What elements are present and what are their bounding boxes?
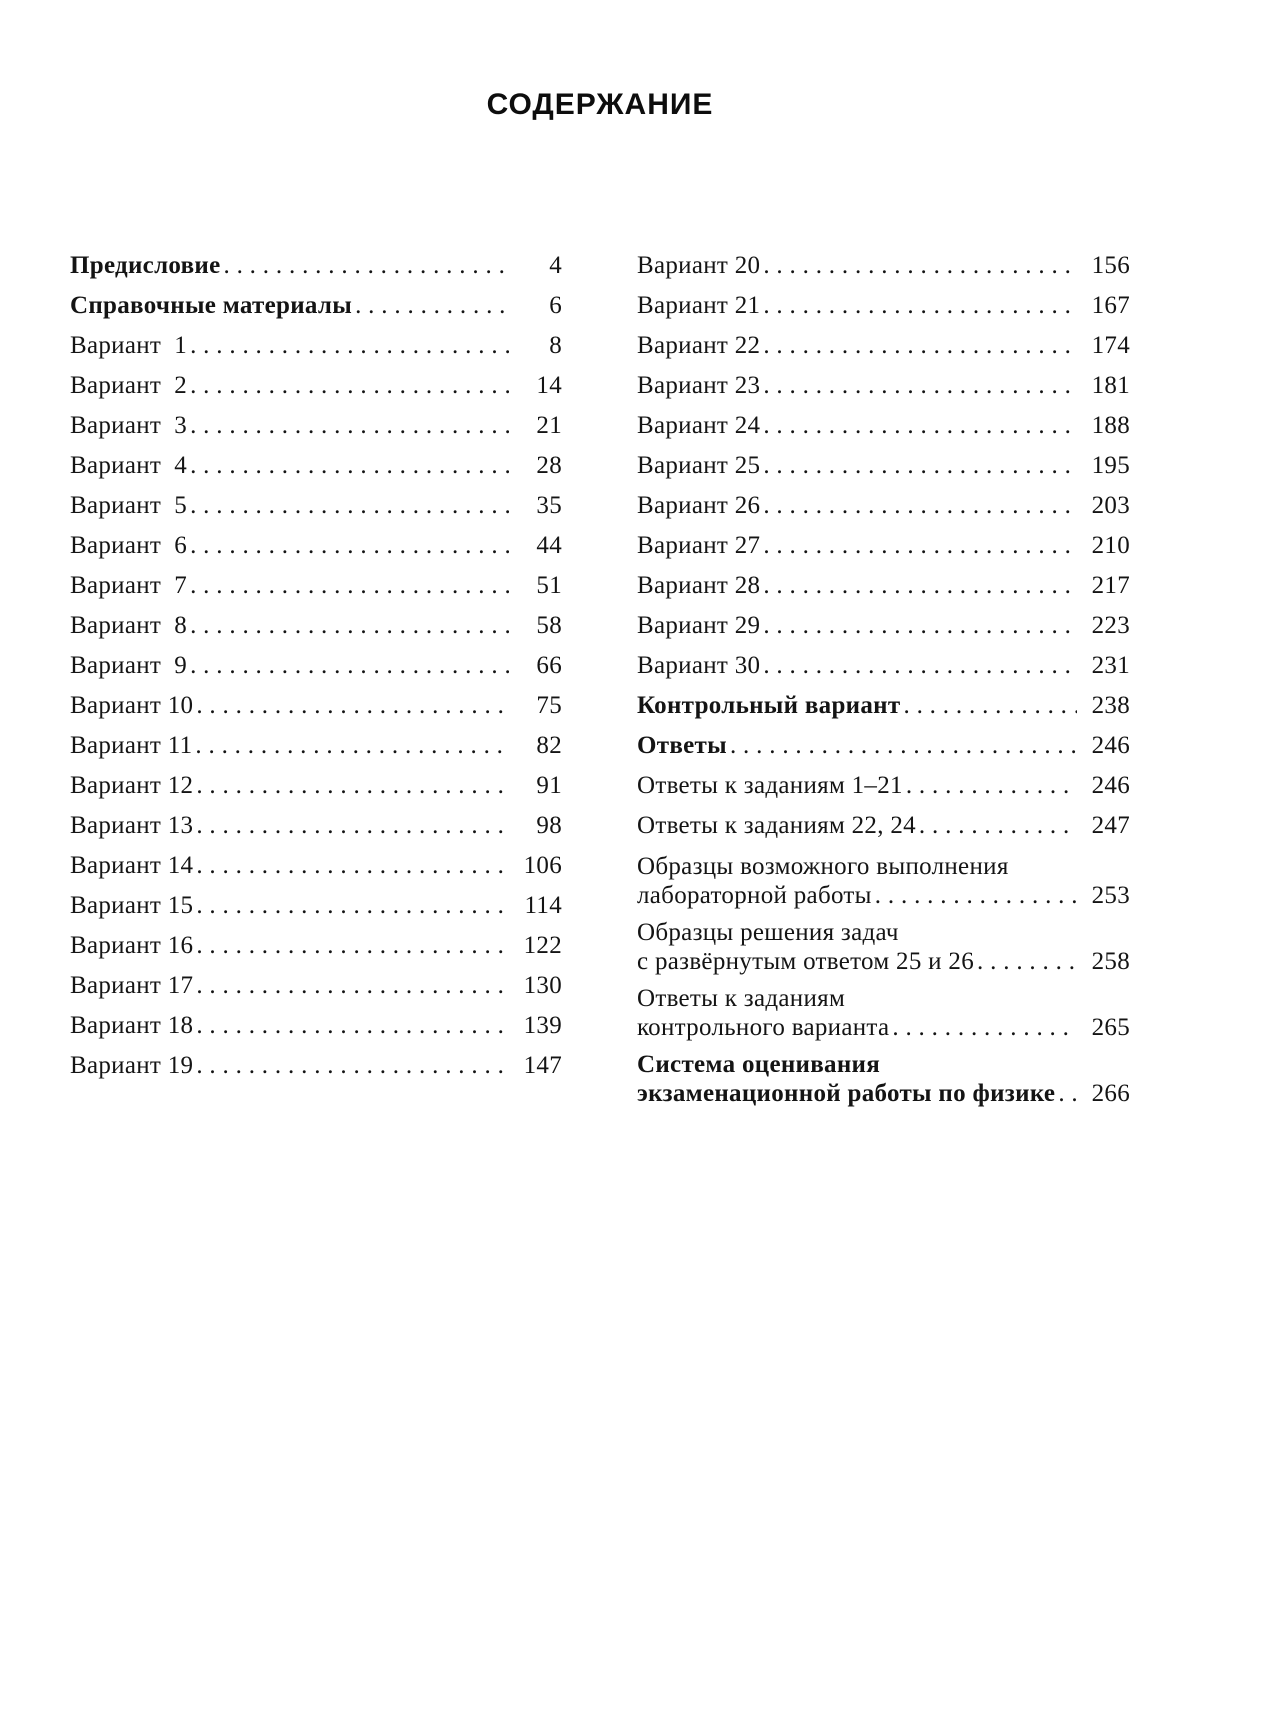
dot-leader <box>190 332 509 360</box>
toc-entry-label: Вариант 5 <box>70 492 188 519</box>
toc-entry <box>70 1012 562 1040</box>
toc-entry-page: 58 <box>536 612 562 639</box>
toc-entry-label: Вариант 6 <box>70 532 188 559</box>
toc-entry-page: 253 <box>1091 882 1130 909</box>
toc-entry <box>637 252 1130 280</box>
toc-entry-label: Вариант 12 <box>70 772 194 799</box>
toc-entry <box>70 932 562 960</box>
toc-entry-label: Вариант 15 <box>70 892 194 919</box>
toc-entry <box>70 532 562 560</box>
toc-entry <box>70 1052 562 1080</box>
toc-entry-page: 258 <box>1091 948 1130 975</box>
toc-entry <box>637 772 1130 800</box>
toc-entry <box>637 372 1130 400</box>
toc-entry-page: 82 <box>536 732 562 759</box>
toc-column-right <box>637 252 1130 1116</box>
toc-entry-label: Ответы к заданиям <box>637 985 846 1012</box>
toc-entry-label: Вариант 8 <box>70 612 188 639</box>
toc-entry-label: Вариант 30 <box>637 652 761 679</box>
toc-entry-page: 217 <box>1091 572 1130 599</box>
dot-leader <box>195 732 509 760</box>
dot-leader <box>196 1052 509 1080</box>
toc-entry-page: 106 <box>523 852 562 879</box>
toc-entry-label: Ответы к заданиям 1–21 <box>637 772 903 799</box>
toc-entry-page: 188 <box>1091 412 1130 439</box>
toc-entry-label: Вариант 18 <box>70 1012 194 1039</box>
toc-entry-label: Предисловие <box>70 252 221 279</box>
toc-entry <box>637 984 1130 1042</box>
dot-leader <box>190 612 509 640</box>
dot-leader <box>190 572 509 600</box>
toc-entry <box>70 732 562 760</box>
toc-entry <box>70 892 562 920</box>
dot-leader <box>977 947 1077 976</box>
toc-entry-label: Вариант 23 <box>637 372 761 399</box>
toc-entry <box>637 572 1130 600</box>
dot-leader <box>1058 1079 1077 1108</box>
toc-entry-label: Вариант 25 <box>637 452 761 479</box>
toc-entry-page: 266 <box>1091 1080 1130 1107</box>
dot-leader <box>763 412 1077 440</box>
page-title: СОДЕРЖАНИЕ <box>486 88 714 121</box>
dot-leader <box>196 812 509 840</box>
dot-leader <box>763 492 1077 520</box>
dot-leader <box>190 412 509 440</box>
toc-entry-label: Вариант 11 <box>70 732 193 759</box>
toc-entry-page: 14 <box>536 372 562 399</box>
toc-entry <box>637 492 1130 520</box>
toc-entry-page: 181 <box>1091 372 1130 399</box>
toc-entry-page: 75 <box>536 692 562 719</box>
toc-entry <box>70 252 562 280</box>
toc-entry-page: 247 <box>1091 812 1130 839</box>
dot-leader <box>190 452 509 480</box>
toc-entry-label: Вариант 14 <box>70 852 194 879</box>
toc-entry-label: Вариант 28 <box>637 572 761 599</box>
toc-entry-label: Образцы решения задач <box>637 919 899 946</box>
toc-entry-label: Вариант 26 <box>637 492 761 519</box>
toc-entry-label: Ответы <box>637 732 727 759</box>
toc-entry-label: Ответы к заданиям 22, 24 <box>637 812 916 839</box>
toc-entry-page: 4 <box>549 252 562 279</box>
dot-leader <box>763 532 1077 560</box>
toc-entry-label: Вариант 9 <box>70 652 188 679</box>
toc-entry <box>637 852 1130 910</box>
toc-entry-page: 114 <box>524 892 562 919</box>
toc-entry-page: 8 <box>549 332 562 359</box>
toc-entry-label: Вариант 22 <box>637 332 761 359</box>
toc-entry-page: 139 <box>523 1012 562 1039</box>
toc-entry-label: Вариант 29 <box>637 612 761 639</box>
toc-entry-label: Вариант 20 <box>637 252 761 279</box>
dot-leader <box>730 732 1077 760</box>
toc-entry <box>637 652 1130 680</box>
toc-entry <box>70 772 562 800</box>
toc-entry-page: 210 <box>1091 532 1130 559</box>
toc-entry-label: Вариант 3 <box>70 412 188 439</box>
toc-entry <box>70 572 562 600</box>
toc-entry <box>70 332 562 360</box>
dot-leader <box>763 252 1077 280</box>
toc-entry-page: 195 <box>1091 452 1130 479</box>
dot-leader <box>190 652 509 680</box>
toc-entry-label: Вариант 7 <box>70 572 188 599</box>
table-of-contents <box>70 252 1130 1116</box>
toc-entry <box>70 612 562 640</box>
dot-leader <box>919 812 1077 840</box>
dot-leader <box>875 881 1077 910</box>
toc-entry <box>637 692 1130 720</box>
toc-entry-page: 246 <box>1091 772 1130 799</box>
toc-entry <box>637 532 1130 560</box>
dot-leader <box>892 1013 1077 1042</box>
toc-entry-page: 223 <box>1091 612 1130 639</box>
toc-entry <box>70 972 562 1000</box>
toc-entry-label: Вариант 17 <box>70 972 194 999</box>
dot-leader <box>223 252 509 280</box>
toc-entry-page: 231 <box>1091 652 1130 679</box>
toc-entry-page: 6 <box>549 292 562 319</box>
toc-entry <box>637 452 1130 480</box>
dot-leader <box>906 772 1077 800</box>
dot-leader <box>196 772 509 800</box>
toc-entry-page: 156 <box>1091 252 1130 279</box>
toc-entry-label: Справочные материалы <box>70 292 353 319</box>
toc-entry-page: 98 <box>536 812 562 839</box>
toc-entry-page: 203 <box>1091 492 1130 519</box>
toc-entry-page: 21 <box>536 412 562 439</box>
toc-entry-label: Вариант 21 <box>637 292 761 319</box>
toc-entry <box>637 918 1130 976</box>
toc-entry-label: Вариант 27 <box>637 532 761 559</box>
toc-entry-page: 174 <box>1091 332 1130 359</box>
toc-entry-page: 51 <box>536 572 562 599</box>
dot-leader <box>763 612 1077 640</box>
toc-entry <box>637 412 1130 440</box>
toc-entry-label: Вариант 1 <box>70 332 188 359</box>
dot-leader <box>196 932 509 960</box>
toc-entry-label: Вариант 4 <box>70 452 188 479</box>
dot-leader <box>763 452 1077 480</box>
toc-entry-page: 44 <box>536 532 562 559</box>
toc-entry <box>70 372 562 400</box>
toc-entry-label: Вариант 10 <box>70 692 194 719</box>
toc-entry-label: Система оценивания <box>637 1051 881 1078</box>
toc-entry-page: 66 <box>536 652 562 679</box>
toc-entry-page: 28 <box>536 452 562 479</box>
dot-leader <box>196 972 509 1000</box>
toc-entry <box>70 852 562 880</box>
toc-entry <box>637 812 1130 840</box>
dot-leader <box>190 372 509 400</box>
toc-entry <box>70 292 562 320</box>
toc-entry-label: Образцы возможного выполнения <box>637 853 1009 880</box>
toc-entry <box>70 492 562 520</box>
toc-entry <box>637 612 1130 640</box>
toc-entry-page: 147 <box>523 1052 562 1079</box>
toc-entry-page: 35 <box>536 492 562 519</box>
toc-entry-label: Вариант 19 <box>70 1052 194 1079</box>
toc-entry <box>70 652 562 680</box>
toc-entry-label-line2: экзаменационной работы по физике <box>637 1080 1056 1107</box>
toc-entry-page: 130 <box>523 972 562 999</box>
toc-entry <box>70 812 562 840</box>
toc-entry <box>70 692 562 720</box>
toc-entry <box>70 412 562 440</box>
toc-entry-label: Вариант 13 <box>70 812 194 839</box>
dot-leader <box>196 852 509 880</box>
toc-entry-label-line2: с развёрнутым ответом 25 и 26 <box>637 948 975 975</box>
toc-entry-page: 122 <box>523 932 562 959</box>
toc-entry-page: 246 <box>1091 732 1130 759</box>
toc-entry-page: 167 <box>1091 292 1130 319</box>
dot-leader <box>763 652 1077 680</box>
toc-entry-label: Контрольный вариант <box>637 692 901 719</box>
dot-leader <box>196 892 509 920</box>
dot-leader <box>763 372 1077 400</box>
toc-entry-label: Вариант 16 <box>70 932 194 959</box>
toc-entry <box>70 452 562 480</box>
dot-leader <box>190 532 509 560</box>
toc-column-left <box>70 252 562 1092</box>
toc-entry-page: 91 <box>536 772 562 799</box>
dot-leader <box>355 292 509 320</box>
dot-leader <box>763 332 1077 360</box>
toc-entry <box>637 1050 1130 1108</box>
dot-leader <box>196 1012 509 1040</box>
dot-leader <box>763 292 1077 320</box>
toc-entry-page: 265 <box>1091 1014 1130 1041</box>
dot-leader <box>196 692 509 720</box>
toc-entry-label: Вариант 2 <box>70 372 188 399</box>
toc-entry <box>637 332 1130 360</box>
toc-entry-label: Вариант 24 <box>637 412 761 439</box>
dot-leader <box>190 492 509 520</box>
toc-entry-page: 238 <box>1091 692 1130 719</box>
dot-leader <box>903 692 1077 720</box>
toc-entry <box>637 732 1130 760</box>
toc-entry-label-line2: лабораторной работы <box>637 882 872 909</box>
toc-entry-label-line2: контрольного варианта <box>637 1014 890 1041</box>
toc-entry <box>637 292 1130 320</box>
dot-leader <box>763 572 1077 600</box>
